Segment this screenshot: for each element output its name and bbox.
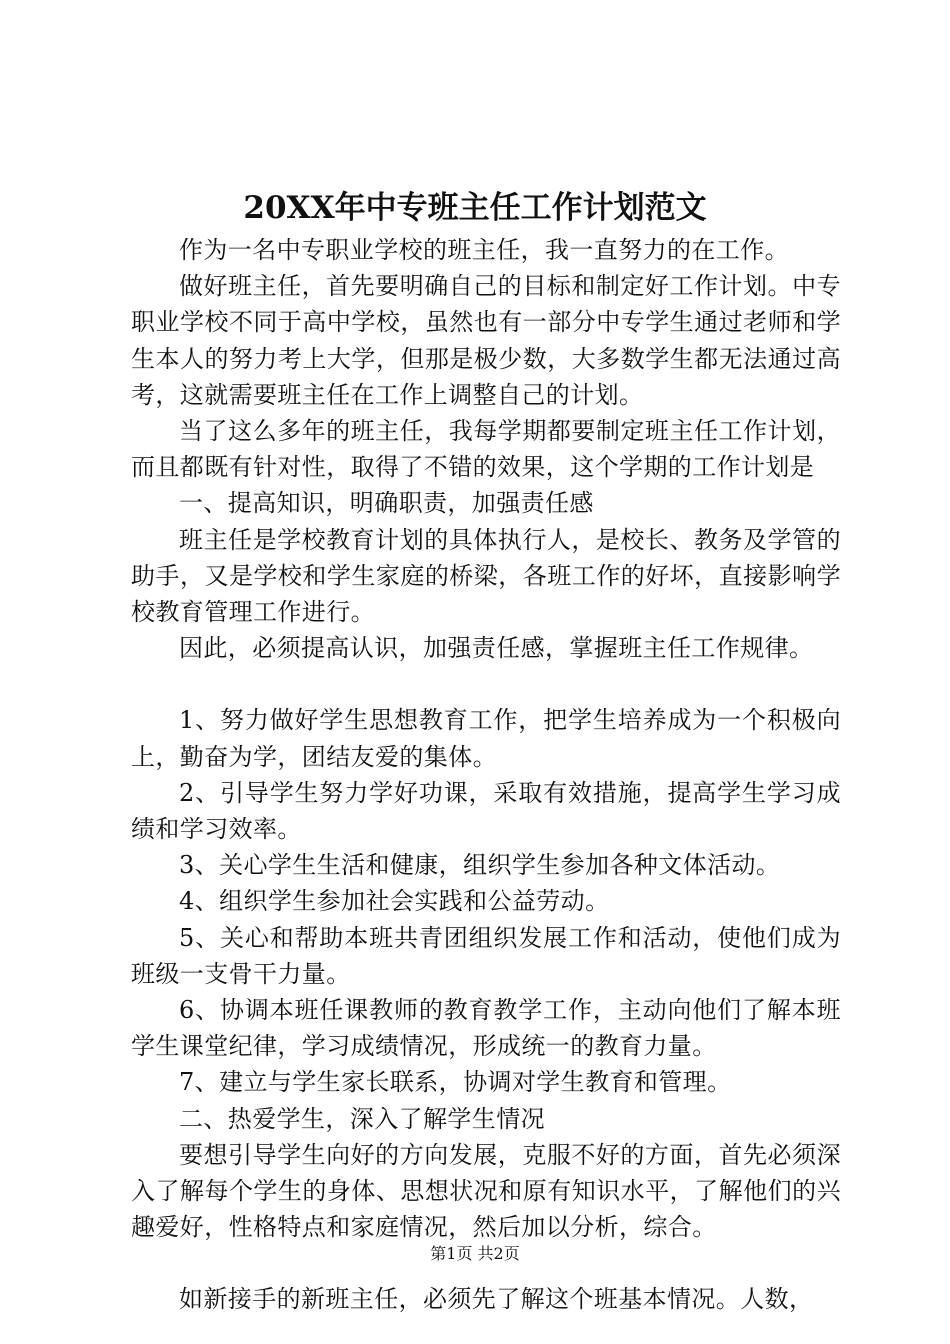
document-title: 20XX年中专班主任工作计划范文: [243, 190, 707, 226]
list-item: 2、引导学生努力学好功课，采取有效措施，提高学生学习成绩和学习效率。: [131, 778, 841, 844]
document-body: [131, 232, 841, 1318]
paragraph: 因此，必须提高认识，加强责任感，掌握班主任工作规律。: [179, 634, 814, 663]
paragraph: 做好班主任，首先要明确自己的目标和制定好工作计划。中专职业学校不同于高中学校，虽然也有一部分中专学生通过老师和学生本人的努力考上大学，但那是极少数，大多数学生都无法通过高考，这就需要班主任在工作上调整自己的计划。: [131, 272, 841, 409]
section-heading: 二、热爱学生，深入了解学生情况: [179, 1104, 545, 1133]
section-heading: 一、提高知识，明确职责，加强责任感: [179, 489, 594, 518]
paragraph: 班主任是学校教育计划的具体执行人，是校长、教务及学管的助手，又是学校和学生家庭的桥梁，各班工作的好坏，直接影响学校教育管理工作进行。: [131, 525, 841, 627]
list-item: 6、协调本班任课教师的教育教学工作，主动向他们了解本班学生课堂纪律，学习成绩情况，形成统一的教育力量。: [131, 996, 841, 1061]
paragraph: 如新接手的新班主任，必须先了解这个班基本情况。人数，: [179, 1285, 814, 1314]
paragraph: 要想引导学生向好的方向发展，克服不好的方面，首先必须深入了解每个学生的身体、思想状况和原有知识水平，了解他们的兴趣爱好，性格特点和家庭情况，然后加以分析，综合。: [131, 1140, 841, 1242]
page-footer: 第1页 共2页: [430, 1244, 520, 1263]
list-item: 7、建立与学生家长联系，协调对学生教育和管理。: [179, 1068, 732, 1097]
paragraph: 当了这么多年的班主任，我每学期都要制定班主任工作计划，而且都既有针对性，取得了不错的效果，这个学期的工作计划是: [131, 417, 841, 482]
list-item: 1、努力做好学生思想教育工作，把学生培养成为一个积极向上，勤奋为学，团结友爱的集体。: [131, 706, 841, 771]
list-item: 3、关心学生生活和健康，组织学生参加各种文体活动。: [179, 851, 781, 880]
list-item: 4、组织学生参加社会实践和公益劳动。: [179, 887, 610, 916]
paragraph: 作为一名中专职业学校的班主任，我一直努力的在工作。: [179, 236, 789, 264]
list-item: 5、关心和帮助本班共青团组织发展工作和活动，使他们成为班级一支骨干力量。: [131, 923, 841, 988]
